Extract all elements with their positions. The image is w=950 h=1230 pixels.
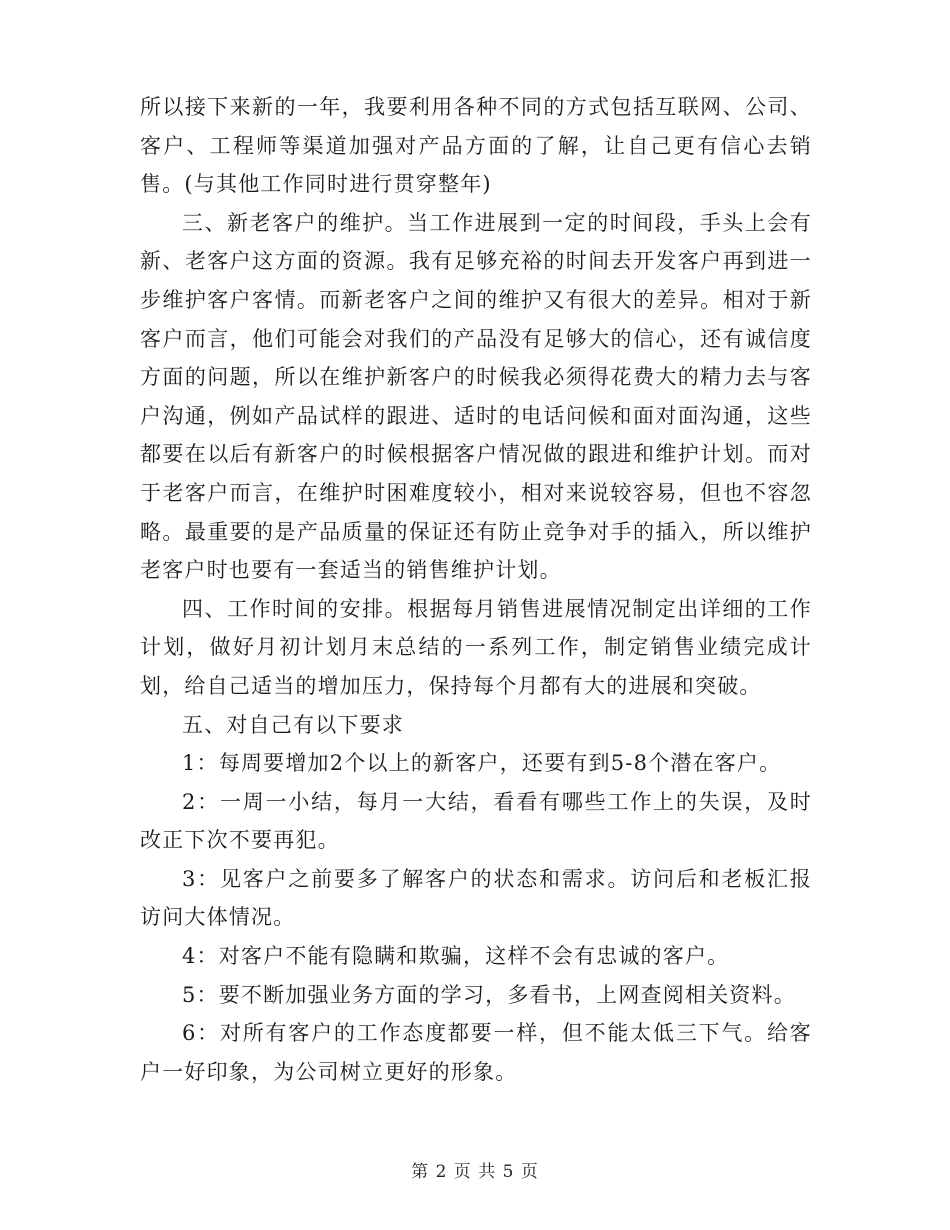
paragraph-section-4: 四、工作时间的安排。根据每月销售进展情况制定出详细的工作计划，做好月初计划月末总结的一系列工作，制定销售业绩完成计划，给自己适当的增加压力，保持每个月都有大的进展和突破。: [140, 596, 812, 698]
paragraph-section-5-heading: 五、对自己有以下要求: [182, 712, 404, 737]
requirement-item-6: 6：对所有客户的工作态度都要一样，但不能太低三下气。给客户一好印象，为公司树立更好的形象。: [140, 1021, 812, 1084]
requirement-item-5: 5：要不断加强业务方面的学习，多看书，上网查阅相关资料。: [182, 982, 796, 1007]
paragraph-section-3: 三、新老客户的维护。当工作进展到一定的时间段，手头上会有新、老客户这方面的资源。我有足够充裕的时间去开发客户再到进一步维护客户客情。而新老客户之间的维护又有很大的差异。相对于新客户而言，他们可能会对我们的产品没有足够大的信心，还有诚信度方面的问题，所以在维护新客户的时候我必须得花费大的精力去与客户沟通，例如产品试样的跟进、适时的电话问候和面对面沟通，这些都要在以后有新客户的时候根据客户情况做的跟进和维护计划。而对于老客户而言，在维护时困难度较小，相对来说较容易，但也不容忽略。最重要的是产品质量的保证还有防止竞争对手的插入，所以维护老客户时也要有一套适当的销售维护计划。: [140, 210, 812, 583]
requirement-item-3: 3：见客户之前要多了解客户的状态和需求。访问后和老板汇报访问大体情况。: [140, 866, 812, 930]
requirement-item-4: 4：对客户不能有隐瞒和欺骗，这样不会有忠诚的客户。: [182, 944, 730, 969]
document-body: [140, 88, 812, 1091]
page-number-footer: 第 2 页 共 5 页: [411, 1162, 539, 1182]
paragraph-intro: 所以接下来新的一年，我要利用各种不同的方式包括互联网、公司、客户、工程师等渠道加强对产品方面的了解，让自己更有信心去销售。(与其他工作同时进行贯穿整年): [140, 95, 812, 197]
requirement-item-2: 2：一周一小结，每月一大结，看看有哪些工作上的失误，及时改正下次不要再犯。: [140, 789, 812, 853]
requirement-item-1: 1：每周要增加2个以上的新客户，还要有到5-8个潜在客户。: [182, 751, 782, 776]
